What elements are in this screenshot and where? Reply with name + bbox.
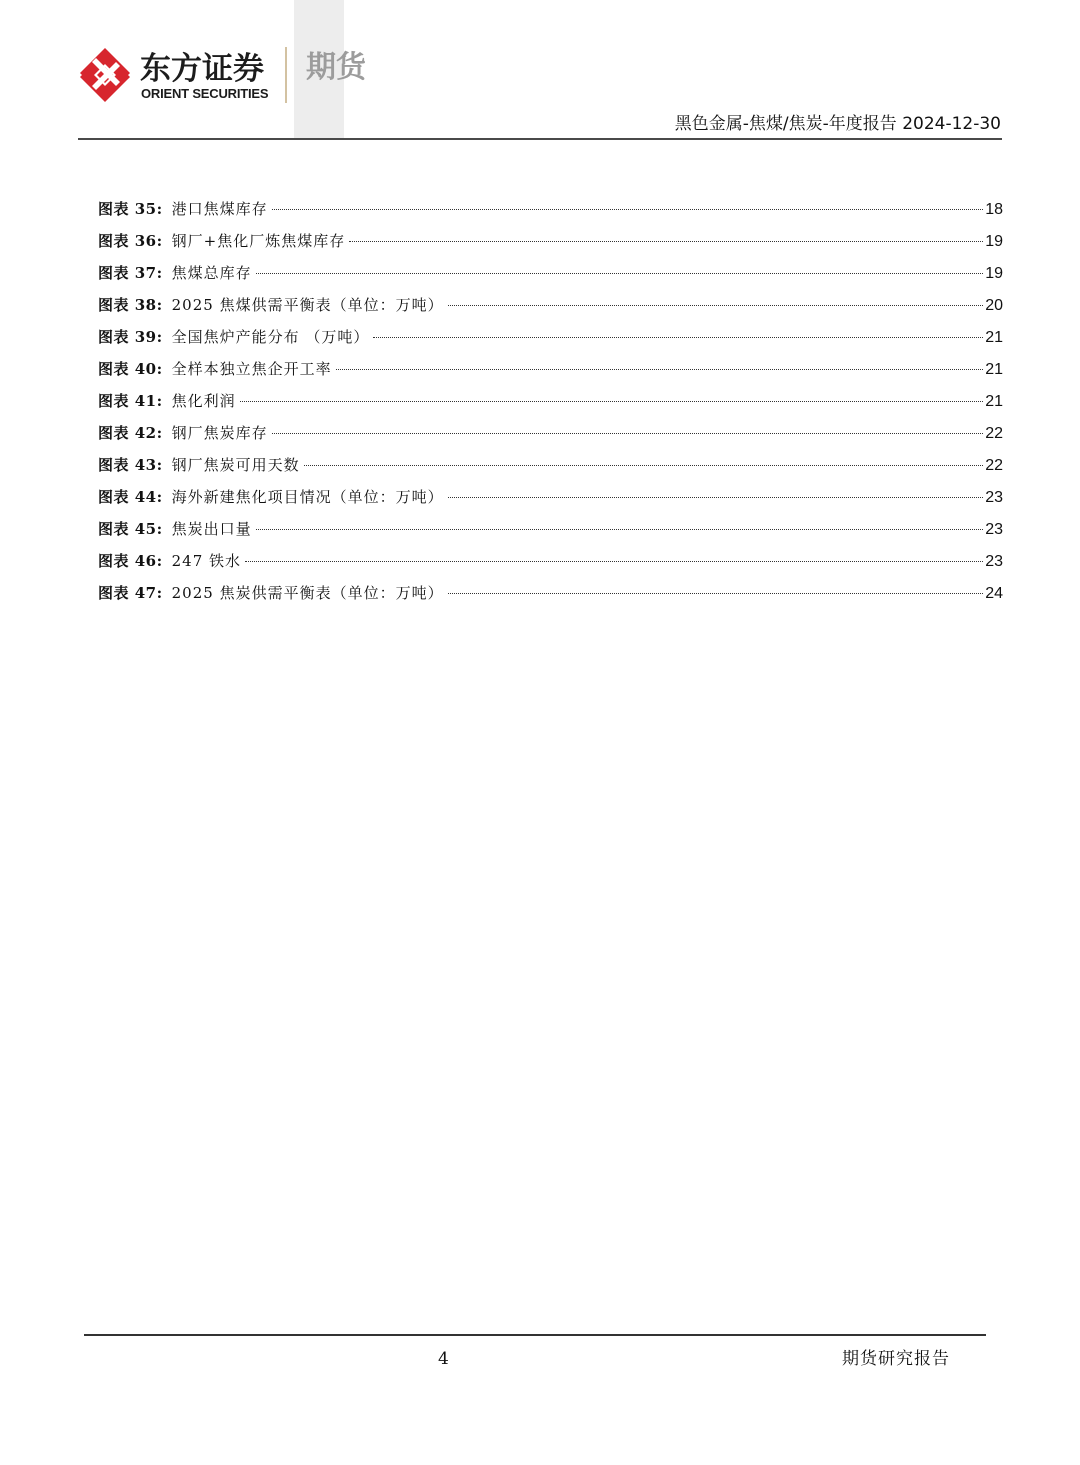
toc-entry-label: 图表 45: [98,520,163,538]
toc-entry[interactable] [98,516,1003,548]
toc-entry-title: 钢厂+焦化厂炼焦煤库存 [171,232,346,250]
toc-entry-page: 23 [985,553,1003,570]
toc-entry-label: 图表 40: [98,360,163,378]
toc-entry-page: 21 [985,361,1003,378]
toc-entry-label: 图表 38: [98,296,163,314]
toc-entry[interactable] [98,228,1003,260]
toc-entry[interactable] [98,580,1003,612]
header-divider [78,138,1002,140]
toc-entry[interactable] [98,484,1003,516]
toc-entry-title: 焦炭出口量 [171,520,252,538]
toc-entry-label: 图表 46: [98,552,163,570]
toc-entry-title: 全样本独立焦企开工率 [171,360,332,378]
toc-entry-label: 图表 35: [98,200,163,218]
toc-entry-label: 图表 43: [98,456,163,474]
footer-divider [84,1334,986,1336]
toc-dot-leader [373,336,983,338]
toc-entry-title: 钢厂焦炭可用天数 [171,456,300,474]
toc-entry-title: 港口焦煤库存 [171,200,268,218]
toc-entry-page: 20 [985,297,1003,314]
toc-dot-leader [349,240,983,242]
toc-entry[interactable] [98,292,1003,324]
toc-entry-label: 图表 39: [98,328,163,346]
toc-entry-page: 19 [985,233,1003,250]
toc-entry-label: 图表 41: [98,392,163,410]
toc-entry-label: 图表 36: [98,232,163,250]
toc-entry[interactable] [98,260,1003,292]
toc-entry-page: 21 [985,329,1003,346]
toc-entry[interactable] [98,324,1003,356]
toc-entry[interactable] [98,452,1003,484]
toc-entry-page: 18 [985,201,1003,218]
toc-entry-title: 247 铁水 [171,552,242,570]
toc-entry-page: 23 [985,521,1003,538]
toc-dot-leader [448,592,984,594]
toc-entry-title: 焦化利润 [171,392,236,410]
toc-entry-title: 海外新建焦化项目情况（单位：万吨） [171,488,444,506]
toc-entry-label: 图表 47: [98,584,163,602]
toc-dot-leader [336,368,984,370]
toc-entry[interactable] [98,548,1003,580]
toc-entry[interactable] [98,356,1003,388]
toc-dot-leader [448,496,984,498]
toc-entry-title: 2025 焦炭供需平衡表（单位：万吨） [171,584,444,602]
orient-logo-icon [78,46,132,104]
footer-label: 期货研究报告 [842,1349,950,1369]
toc-dot-leader [448,304,984,306]
toc-entry-page: 19 [985,265,1003,282]
toc-entry-title: 焦煤总库存 [171,264,252,282]
logo-subsidiary: 期货 [306,50,366,85]
toc-entry[interactable] [98,388,1003,420]
toc-entry-label: 图表 42: [98,424,163,442]
toc-entry-page: 23 [985,489,1003,506]
toc-entry[interactable] [98,196,1003,228]
toc-entry-page: 24 [985,585,1003,602]
toc-entry[interactable] [98,420,1003,452]
toc-entry-page: 22 [985,425,1003,442]
toc-entry-page: 21 [985,393,1003,410]
toc-entry-title: 2025 焦煤供需平衡表（单位：万吨） [171,296,444,314]
toc-dot-leader [272,432,984,434]
toc-entry-page: 22 [985,457,1003,474]
toc-dot-leader [304,464,984,466]
toc-dot-leader [245,560,983,562]
report-title: 黑色金属-焦煤/焦炭-年度报告 2024-12-30 [674,114,1001,134]
toc-entry-title: 钢厂焦炭库存 [171,424,268,442]
toc-dot-leader [240,400,984,402]
figure-index [98,196,1003,612]
logo-divider [285,47,287,103]
toc-entry-label: 图表 37: [98,264,163,282]
toc-entry-label: 图表 44: [98,488,163,506]
toc-dot-leader [272,208,984,210]
page-number: 4 [438,1349,449,1369]
toc-dot-leader [256,272,984,274]
toc-entry-title: 全国焦炉产能分布 （万吨） [171,328,370,346]
toc-dot-leader [256,528,984,530]
logo-chinese-name: 东方证券 [140,51,264,87]
logo-english-name: ORIENT SECURITIES [141,86,269,101]
